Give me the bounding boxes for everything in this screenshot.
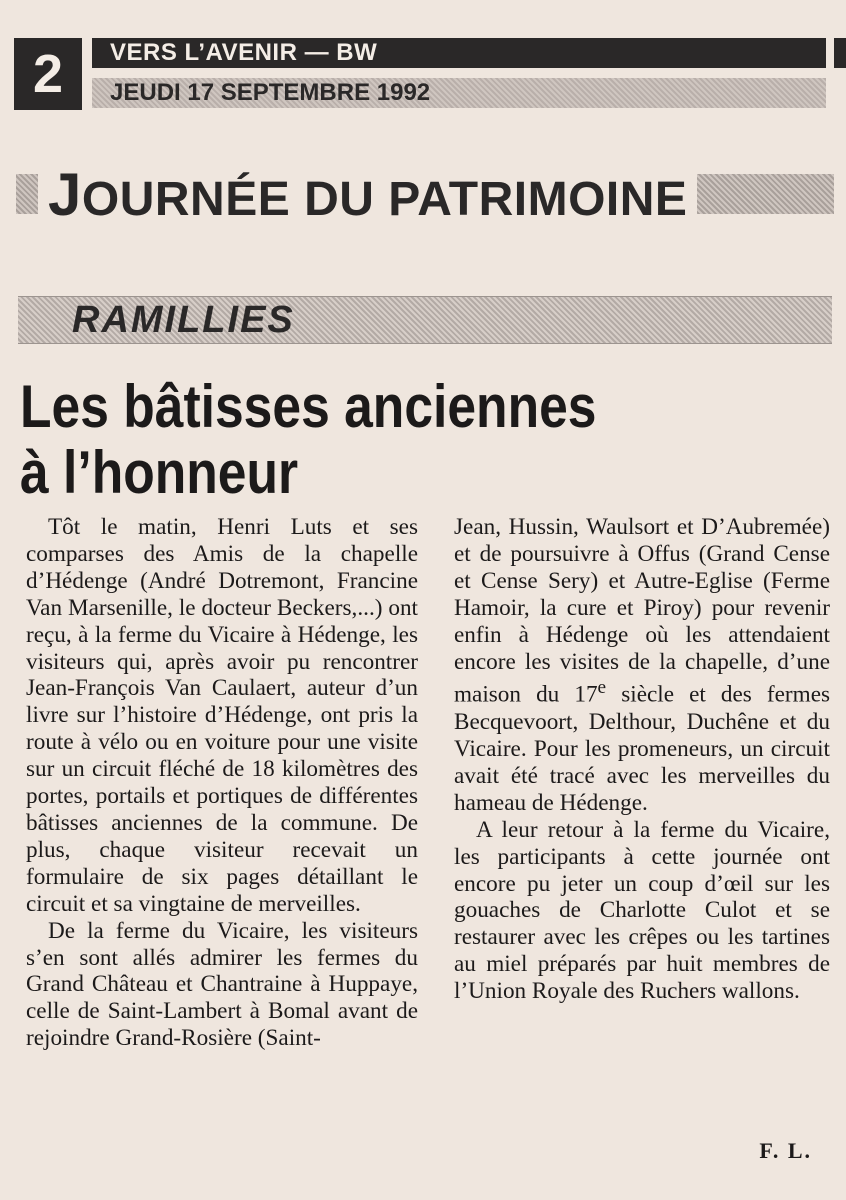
paragraph-3: A leur retour à la ferme du Vicaire, les participants à cette journée ont encore pu jeter un coup d’œil sur les gouaches de Charlotte Culot et se restaurer avec les crêpes ou les tartines au miel préparés par huit membres de l’Union Royale des Ruchers wallons. [454,816,830,1005]
paragraph-2-cont-tail: siècle et des fermes Becquevoort, Delthour, Duchêne et du Vicaire. Pour les promeneurs, un circuit avait été tracé avec les merveilles du hameau de Hédenge. [454,682,831,816]
section-banner [16,162,834,228]
publication-bar-edge [834,38,846,68]
section-title-initial: J [48,161,82,228]
article-column-right [454,514,830,1005]
publication-name: VERS L’AVENIR — BW [110,39,378,66]
publication-bar [92,38,826,68]
paragraph-2: De la ferme du Vicaire, les visiteurs s’en sont allés admirer les fermes du Grand Château et Chantraine à Huppaye, celle de Saint-Lambert à Bomal avant de rejoindre Grand-Rosière (Saint- [26,917,418,1052]
locality-name: RAMILLIES [72,299,295,341]
article-column-left [26,514,418,1052]
date-bar [92,78,826,108]
page-number: 2 [14,38,82,110]
paragraph-2-continued [454,514,830,817]
paragraph-1: Tôt le matin, Henri Luts et ses comparses des Amis de la chapelle d’Hédenge (André Dotremont, Francine Van Marsenille, le docteur Beckers,...) ont reçu, à la ferme du Vicaire à Hédenge, les visiteurs qui, après avoir pu rencontrer Jean-François Van Caulaert, auteur d’un livre sur l’histoire d’Hédenge, ont pris la route à vélo ou en voiture pour une visite sur un circuit fléché de 18 kilomètres des portes, portails et portiques de différentes bâtisses anciennes de la commune. De plus, chaque visiteur recevait un formulaire de six pages détaillant le circuit et sa vingtaine de merveilles. [26,514,418,917]
publication-date: JEUDI 17 SEPTEMBRE 1992 [110,79,431,106]
article-headline [20,374,708,506]
locality-banner [18,296,832,344]
headline-line-1: Les bâtisses anciennes [20,373,597,440]
paragraph-2-cont-text: Jean, Hussin, Waulsort et D’Aubremée) et de poursuivre à Offus (Grand Cense et Cense Sery) et Autre-Eglise (Ferme Hamoir, la cure et Piroy) pour revenir enfin à Hédenge où les attendaient encore les visites de la chapelle, d’une maison du 17 [454,514,830,709]
section-title [38,162,697,228]
section-title-rest: OURNÉE DU PATRIMOINE [81,173,688,226]
century-superscript: e [597,677,607,699]
author-signature: F. L. [759,1138,812,1163]
headline-line-2: à l’honneur [20,439,299,506]
